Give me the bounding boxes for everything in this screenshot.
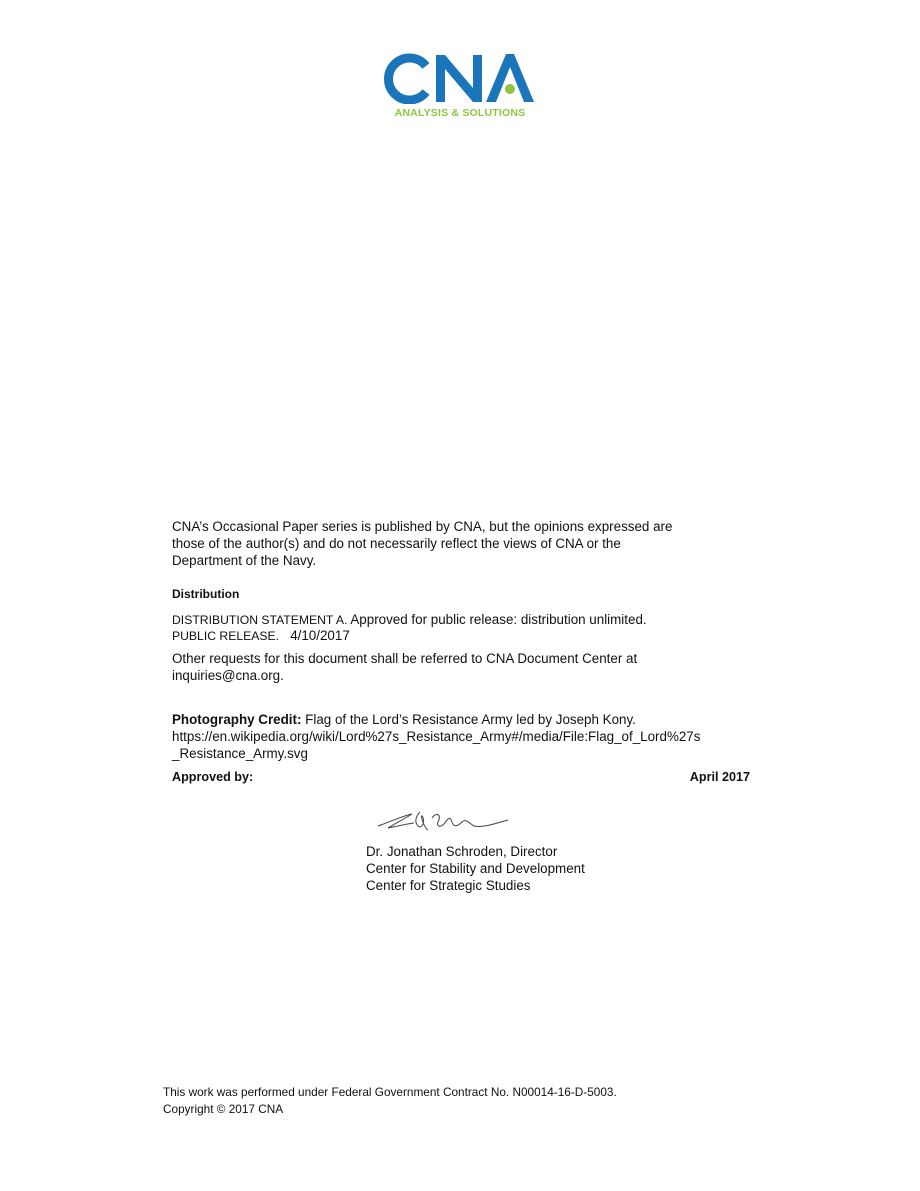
photo-credit-label: Photography Credit: — [172, 712, 302, 727]
distribution-statement-line — [172, 612, 772, 628]
release-line — [172, 628, 772, 644]
logo-tagline: ANALYSIS & SOLUTIONS — [394, 107, 526, 119]
release-caps: PUBLIC RELEASE. — [172, 629, 280, 643]
approval-date: April 2017 — [689, 770, 750, 784]
contact-email: inquiries@cna.org. — [172, 668, 284, 683]
approved-by-label: Approved by: — [172, 770, 254, 784]
contract-notice: This work was performed under Federal Government Contract No. N00014-16-D-5003. — [163, 1085, 617, 1099]
copyright-notice: Copyright © 2017 CNA — [163, 1102, 284, 1116]
handwritten-signature — [376, 806, 510, 834]
signer-center: Center for Stability and Development — [366, 861, 585, 876]
disclaimer-line: CNA’s Occasional Paper series is published by CNA, but the opinions expressed are — [172, 519, 673, 534]
cna-logo — [384, 52, 536, 122]
photo-credit-url-line1: https://en.wikipedia.org/wiki/Lord%27s_Resistance_Army#/media/File:Flag_of_Lord%27s — [172, 729, 701, 744]
signer-division: Center for Strategic Studies — [366, 878, 531, 893]
photo-credit-text: Flag of the Lord’s Resistance Army led by Joseph Kony. — [301, 712, 636, 727]
other-requests-line: Other requests for this document shall be referred to CNA Document Center at — [172, 651, 638, 666]
footer — [163, 1084, 763, 1118]
statement-rest: Approved for public release: distribution unlimited. — [347, 612, 647, 627]
disclaimer-paragraph — [172, 518, 772, 569]
signer-name: Dr. Jonathan Schroden, Director — [366, 844, 558, 859]
cna-logo-mark — [384, 52, 536, 104]
release-date: 4/10/2017 — [279, 628, 350, 643]
distribution-statement — [172, 612, 772, 644]
distribution-heading: Distribution — [172, 587, 240, 601]
other-requests-paragraph — [172, 650, 772, 684]
photo-credit-line — [172, 711, 772, 728]
disclaimer-line: those of the author(s) and do not necessarily reflect the views of CNA or the — [172, 536, 621, 551]
photo-credit-url-line2: _Resistance_Army.svg — [172, 746, 308, 761]
photography-credit — [172, 711, 772, 762]
signer-block — [366, 843, 726, 894]
statement-caps: DISTRIBUTION STATEMENT A. — [172, 613, 348, 627]
disclaimer-line: Department of the Navy. — [172, 553, 317, 568]
